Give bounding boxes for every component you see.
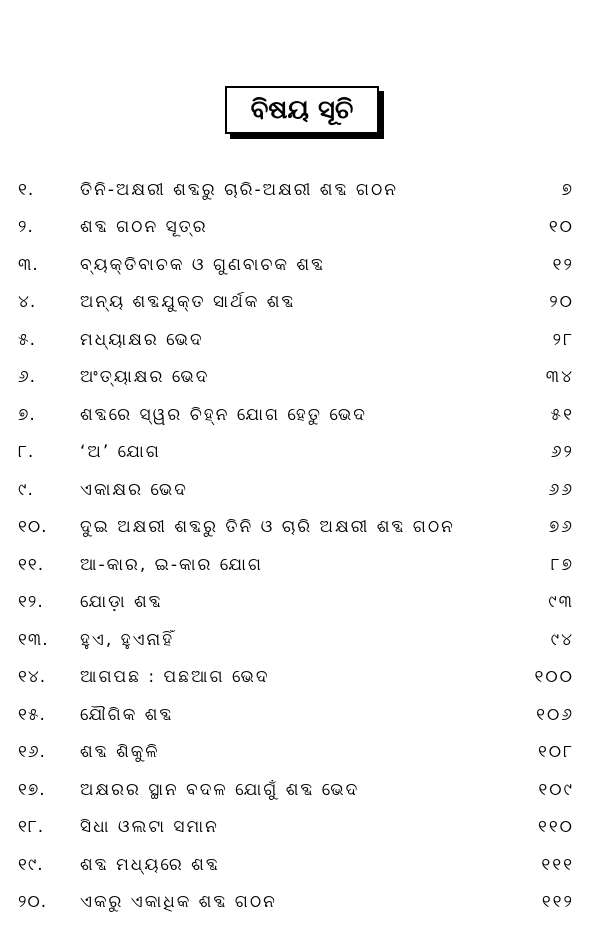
toc-entry-number: ୨୦. [18,892,48,913]
toc-entry-page-number: ୧୧୦ [537,817,574,838]
toc-entry-number: ୧୫. [18,704,46,725]
toc-entry-number: ୫. [18,329,37,350]
toc-entry [18,321,574,359]
toc-entry-page-number: ୧୦ [548,217,574,238]
toc-entry-number: ୧୬. [18,742,46,763]
toc-entry-title: ଅଂତ୍ୟାକ୍ଷର ଭେଦ [80,367,210,388]
toc-entry-page-number: ୧୧୧ [541,854,574,875]
toc-entry-page-number: ୩୪ [545,367,574,388]
toc-entry-number: ୧୧. [18,554,45,575]
toc-entry-page-number: ୯୪ [550,629,574,650]
toc-entry [18,584,574,622]
page-title: ବିଷୟ ସୂଚି [250,95,354,125]
toc-entry-number: ୮. [18,442,35,463]
toc-entry-title: ଶବ୍ଦ ଶିକୁଳି [80,742,160,763]
toc-entry-page-number: ୧୦୦ [534,667,574,688]
toc-entry-number: ୧୨. [18,592,44,613]
toc-entry [18,884,574,922]
toc-entry [18,734,574,772]
toc-entry-page-number: ୧୦୯ [538,779,574,800]
toc-entry-page-number: ୨୦ [549,292,574,313]
toc-entry-number: ୭. [18,404,36,425]
toc-entry [18,509,574,547]
toc-entry-number: ୧୯. [18,854,44,875]
toc-entry-title: ସିଧା ଓଲଟା ସମାନ [80,817,219,838]
toc-entry-page-number: ୧୦୬ [536,704,574,725]
toc-entry [18,809,574,847]
toc-entry-number: ୬. [18,367,37,388]
toc-entry-page-number: ୮୭ [550,554,574,575]
toc-entry-title: ବ୍ୟକ୍ତିବାଚକ ଓ ଗୁଣବାଚକ ଶବ୍ଦ [80,254,326,275]
toc-entry-page-number: ୫୧ [550,404,574,425]
toc-entry-page-number: ୭ [561,179,574,200]
toc-entry-title: ଯୋଡ଼ା ଶବ୍ଦ [80,592,163,613]
toc-entry-title: ହୁଏ, ହୁଏନାହିଁ [80,629,175,650]
toc-entry-number: ୯. [18,479,34,500]
toc-entry-number: ୨. [18,217,34,238]
toc-entry [18,171,574,209]
toc-entry-number: ୧୮. [18,817,45,838]
toc-entry-title: ମଧ୍ୟାକ୍ଷର ଭେଦ [80,329,204,350]
toc-entry [18,246,574,284]
toc-entry-title: ଶବ୍ଦ ଗଠନ ସୂତ୍ର [80,217,208,238]
toc-entry-number: ୩. [18,254,39,275]
toc-entry-number: ୧. [18,179,35,200]
toc-entry-page-number: ୭୬ [548,517,574,538]
toc-entry [18,471,574,509]
toc-entry [18,434,574,472]
heading-box [225,86,379,134]
toc-entry-title: ଏକରୁ ଏକାଧିକ ଶବ୍ଦ ଗଠନ [80,892,277,913]
toc-entry-title: ଦୁଇ ଅକ୍ଷରୀ ଶବ୍ଦରୁ ତିନି ଓ ଚାରି ଅକ୍ଷରୀ ଶବ୍ଦ ଗଠନ [80,517,455,538]
toc-entry-title: ଶବ୍ଦରେ ସ୍ୱର ଚିହ୍ନ ଯୋଗ ହେତୁ ଭେଦ [80,404,367,425]
toc-entry-number: ୪. [18,292,37,313]
toc-entry-title: ତିନି-ଅକ୍ଷରୀ ଶବ୍ଦରୁ ଚାରି-ଅକ୍ଷରୀ ଶବ୍ଦ ଗଠନ [80,179,398,200]
toc-entry-title: ଅକ୍ଷରର ସ୍ଥାନ ବଦଳ ଯୋଗୁଁ ଶବ୍ଦ ଭେଦ [80,779,360,800]
toc-entry-page-number: ୧୧୨ [541,892,574,913]
toc-entry-title: ଆ-କାର, ଇ-କାର ଯୋଗ [80,554,263,575]
toc-entry-title: ଶବ୍ଦ ମଧ୍ୟରେ ଶବ୍ଦ [80,854,220,875]
toc-entry-number: ୧୩. [18,629,49,650]
toc-entry-page-number: ୬୬ [548,479,574,500]
toc-entry-page-number: ୯୩ [548,592,574,613]
toc-entry-title: ‘ଅ’ ଯୋଗ [80,442,161,463]
table-of-contents [18,171,574,921]
toc-entry-title: ଅନ୍ୟ ଶବ୍ଦଯୁକ୍ତ ସାର୍ଥକ ଶବ୍ଦ [80,292,296,313]
toc-entry [18,209,574,247]
toc-entry-page-number: ୧୦୮ [537,742,574,763]
toc-entry-number: ୧୭. [18,779,46,800]
toc-entry [18,546,574,584]
toc-entry [18,621,574,659]
toc-entry-page-number: ୧୨ [552,254,574,275]
toc-entry-title: ଏକାକ୍ଷର ଭେଦ [80,479,189,500]
toc-entry [18,659,574,697]
toc-entry [18,846,574,884]
toc-entry [18,696,574,734]
toc-entry-page-number: ୨୮ [552,329,574,350]
toc-entry [18,284,574,322]
toc-entry-page-number: ୬୨ [550,442,574,463]
toc-entry-number: ୧୦. [18,517,48,538]
toc-entry [18,396,574,434]
toc-entry-title: ଆଗପଛ : ପଛଆଗ ଭେଦ [80,667,270,688]
toc-entry [18,771,574,809]
toc-entry [18,359,574,397]
toc-entry-title: ଯୌଗିକ ଶବ୍ଦ [80,704,174,725]
toc-entry-number: ୧୪. [18,667,47,688]
